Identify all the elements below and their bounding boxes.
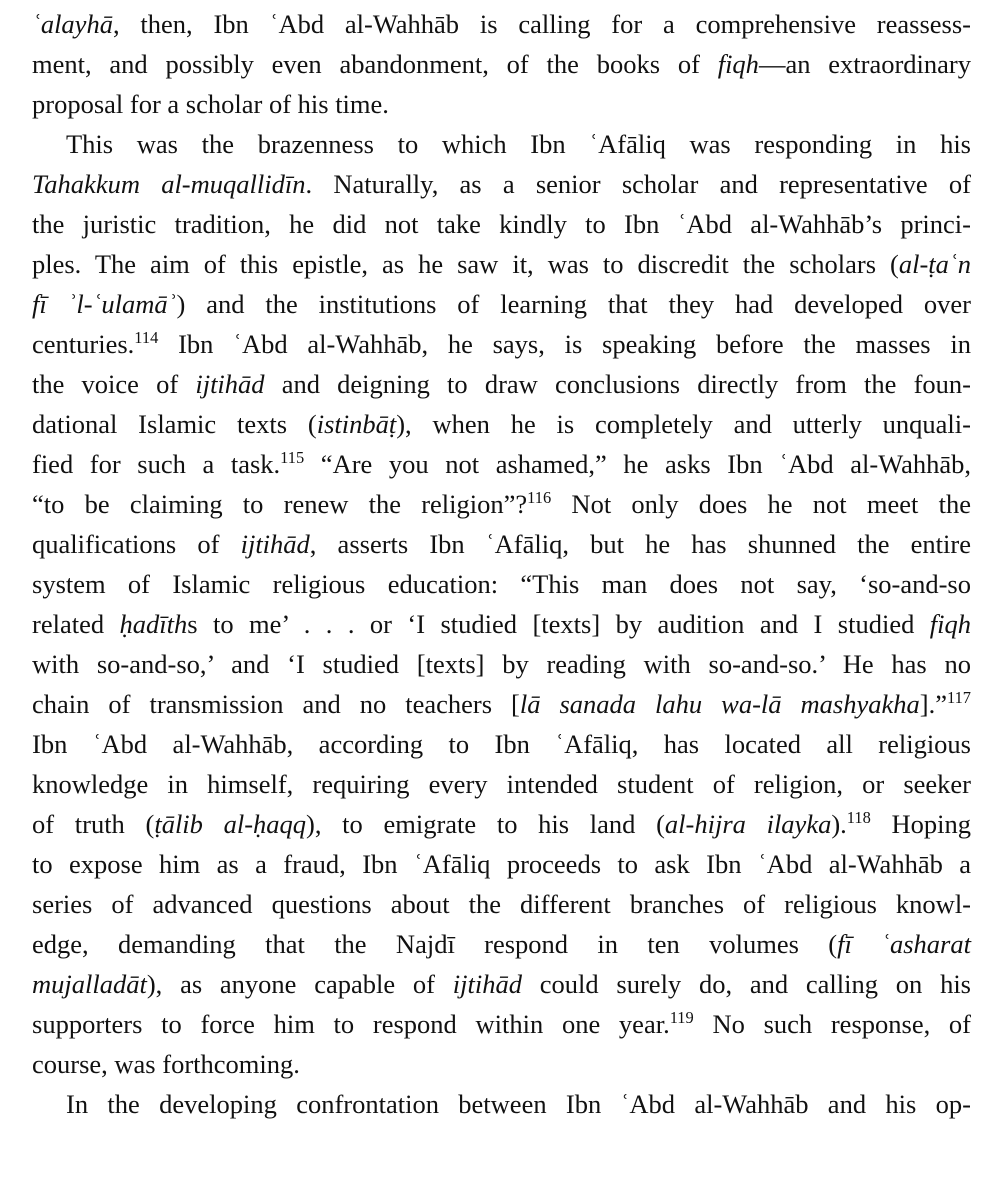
- text-line: “to be claiming to renew the religion”?$^{116}$ Not only does he not meet the: [32, 488, 971, 519]
- text-line: knowledge in himself, requiring every intended student of religion, or seeker: [32, 769, 971, 799]
- text-line: the juristic tradition, he did not take kindly to Ibn ʿAbd al-Wahhāb’s princi-: [32, 209, 971, 239]
- text-line: related ḥadīths to me’ . . . or ‘I studied [texts] by audition and I studied fiqh: [32, 609, 971, 639]
- footnote-ref: 119: [669, 1008, 694, 1028]
- paragraph-p2: [32, 124, 971, 1084]
- text-line: with so-and-so,’ and ‘I studied [texts] by reading with so-and-so.’ He has no: [32, 649, 971, 679]
- text-line: ʿalayhā, then, Ibn ʿAbd al-Wahhāb is calling for a comprehensive reassess-: [32, 9, 971, 39]
- text-line: qualifications of ijtihād, asserts Ibn ʿAfāliq, but he has shunned the entire: [32, 529, 971, 559]
- footnote-ref: 118: [846, 808, 871, 828]
- text-line: to expose him as a fraud, Ibn ʿAfāliq proceeds to ask Ibn ʿAbd al-Wahhāb a: [32, 849, 971, 879]
- text-line: This was the brazenness to which Ibn ʿAfāliq was responding in his: [66, 129, 971, 159]
- text-line: fied for such a task.$^{115}$ “Are you not ashamed,” he asks Ibn ʿAbd al-Wahhāb,: [32, 448, 972, 479]
- text-line: centuries.$^{114}$ Ibn ʿAbd al-Wahhāb, he says, is speaking before the masses in: [32, 328, 971, 359]
- text-line: system of Islamic religious education: “This man does not say, ‘so-and-so: [32, 569, 971, 599]
- footnote-ref: 117: [946, 688, 972, 708]
- text-line: the voice of ijtihād and deigning to draw conclusions directly from the foun-: [32, 369, 971, 399]
- footnote-ref: 114: [134, 328, 159, 348]
- text-line: course, was forthcoming.: [32, 1049, 300, 1079]
- text-line: edge, demanding that the Najdī respond in ten volumes (fī ʿasharat: [32, 929, 971, 959]
- footnote-ref: 115: [280, 448, 305, 468]
- text-line: Tahakkum al-muqallidīn. Naturally, as a senior scholar and representative of: [32, 169, 972, 199]
- paragraph-p3: [32, 1084, 971, 1124]
- footnote-ref: 116: [527, 488, 552, 508]
- text-line: ples. The aim of this epistle, as he saw it, was to discredit the scholars (al-ṭaʿn: [32, 249, 971, 279]
- text-line: dational Islamic texts (istinbāṭ), when he is completely and utterly unquali-: [32, 409, 971, 439]
- text-line: proposal for a scholar of his time.: [32, 89, 389, 119]
- paragraph-p1: [32, 4, 971, 124]
- body-text: [32, 4, 971, 1124]
- text-line: of truth (ṭālib al-ḥaqq), to emigrate to his land (al-hijra ilayka).$^{118}$ Hoping: [32, 808, 972, 839]
- text-line: Ibn ʿAbd al-Wahhāb, according to Ibn ʿAfāliq, has located all religious: [32, 729, 971, 759]
- text-line: ment, and possibly even abandonment, of the books of fiqh—an extraordinary: [32, 49, 971, 79]
- text-line: series of advanced questions about the different branches of religious knowl-: [32, 889, 971, 919]
- text-line: fī ʾl-ʿulamāʾ) and the institutions of learning that they had developed over: [32, 289, 971, 319]
- text-line: mujalladāt), as anyone capable of ijtihād could surely do, and calling on his: [32, 969, 971, 999]
- text-line: chain of transmission and no teachers [lā sanada lahu wa-lā mashyakha].”$^{117}$: [32, 688, 972, 719]
- text-line: supporters to force him to respond within one year.$^{119}$ No such response, of: [32, 1008, 972, 1039]
- text-line: In the developing confrontation between Ibn ʿAbd al-Wahhāb and his op-: [66, 1089, 971, 1119]
